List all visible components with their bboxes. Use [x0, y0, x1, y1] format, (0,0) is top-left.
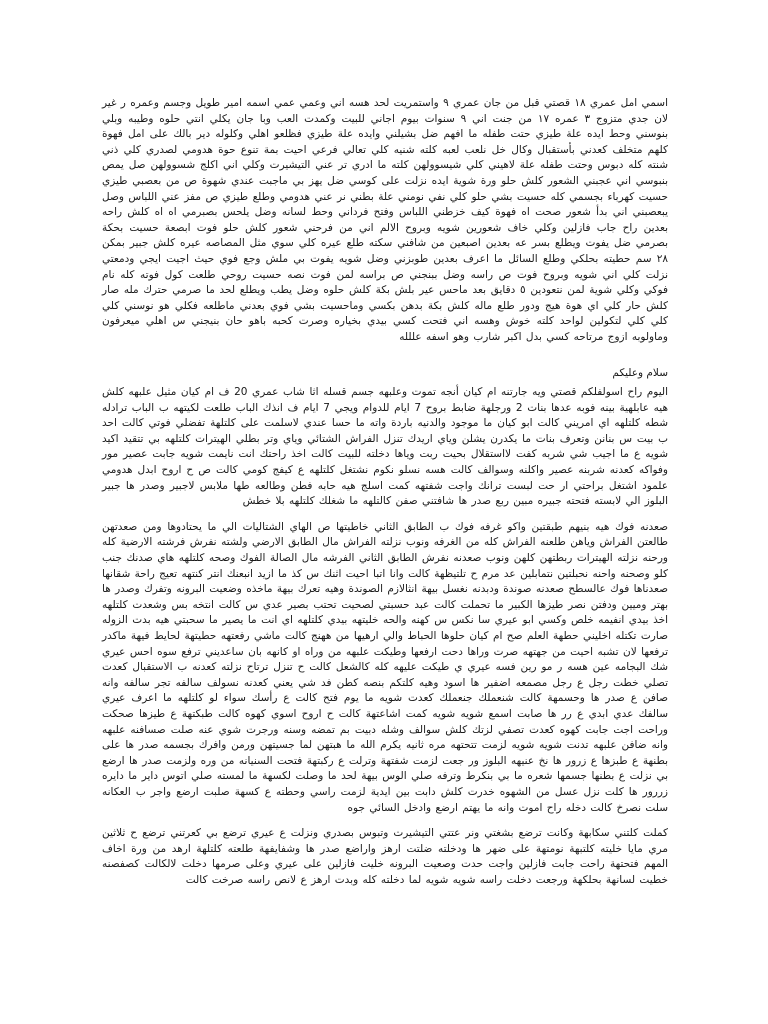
paragraph-1: اسمي امل عمري ١٨ قصتي قبل من جان عمري ٩ واستمريت لحد هسه اني وعمي عمي اسمه امير طويل وجسم وعمره ر غير لان جدي متزوج ٣ عمره ١٧ من جنت اني ٩ سنوات بيوم اجاني للبيت وكمدت العب وبا جان يكلي انتي حلوه وطيبه وبلي بنوسني وحط ايده علة طيزي حتت طفله ما افهم ضل بشيلني وايده علة طيزي فظلعو اهلي وكلوله دير بالك على امل فهوة كلهم متخلف كعدني بأستقبال وكال خل نلعب لعبه كلته شنيه كلي تعالي فرعي احيت بمة تنوع حوة هدومي لصدري كلي ذني شنته كله دبوس وحتت طفله علة لاهيني كلي شيسوولهن كلته ما ادري تر عني التيشيرت وكلي اني اكلج شسوولهن صل يمص بنبوسي اني عجبني الشعور كلش حلو ورة شوية ايده نزلت على كوسي ضل يهز بي ماجبت عندي شهوة ص من بعصبي طيزي حسيت كهرباء بجسمي كله حسيت بشي حلو كلي نفي نومني علة بطني نر عني هدومي وطلع طيزي ص مفز عني اللباس وصل يبعصبني اني بدأ شعور صحت اه فهوة كيف خزطني اللباس وفتح فرداني وحط لسانه وضل يلحس بصبرمي اه اه كلش راحه بعدين راح جاب فازلين وكلي خاف شعورين شويه وبروح الالم اني من فرحني شعور كلش حلو فوت ابصعة حسيت بحكة بصرمي ضل يفوت ويطلع بسر عه بعدين اصبعين من شافني سكته طلع عيره كلي سوي مثل المصاصه عيره كلش جبير بمكن ٢٨ سم حطيته بحلكي وطلع السائل ما اعرف بعدين طوبزني وضل شويه يفوت بي ملش وجع فوي حيث اجيت ايجي ودمعتي نزلت كلي اني شويه وبروح فوت ص راسه وضل ببنجني ص براسه لمن فوت نصه حسيت روحي طلعت كول فوته كله نام فوكي وكلي شوية لمن نتعودين ٥ دقايق بعد ماحس عير بلش بكة كلش حلوه وضل يطب ويطلع لحد ما صرمي حترك مله صار كلش حار كلي اي هوة هيج ودور طلع ماله كلش بكة بدهن بكسي وماحسيت بشي فوي بعدني ماطلعه فكلي هو نوسني كلي كلي كلي لتكولين لواحد كلته خوش وهسه اني فتحت كسي بيدي بخياره وصرت كحبه باهو حان بنيجني س اهلي ميعرفون وماولوبه ازوج مرتاحه كسي بدل اكبر شارب وهو اسفه عللله — [102, 97, 668, 343]
document-page — [102, 96, 668, 889]
greeting-heading: سلام وعليكم — [612, 366, 668, 379]
paragraph-2: اليوم راح اسولفلكم قصتي ويه جارتنه ام كيان أنجه تموت وعلبهه جسم قسله اثا شاب عمري 20 ف ام كيان مثيل علبهه كلش هيه عابلهية بينه فوبه عدها بنات 2 ورجلهة ضابط بروح 7 ايام للدوام ويجي 7 ايام ف انذك الباب طلعت لكيتهه ب الباب ترادله شطه كلتلهه اي امريني كالت ابو كيان ما موجود والدنيه باردة واته ما حسا عندي لاسلمت على كلتلهة تفضلي فوتي كالت احد ب بيت س بنانن وتعرف بنات ما يكدرن يشلن وياي اريدك تنزل الفراش الشتائي وياي وتر بطلي الهيترات كلتلهه بي تتقيد اكيد شويه ع ما اجيب شي شربه كفت لااستقلال بحيت ربت وياها دخلته للبيت كالت اخذ راحتك انت نايمت شويه جابت عصير مور وفواكه كعدنه شربنه عصير واكلنه وسوالف كالت هسه نسلو نكوم نشتغل كلتلهه ع كيفج كومي كالت ص ح اروح ابدل هدومي علمود اشتغل براحتي ار حت لبست ترانك واجت شفتهه كمت اسلج هيه حابه فطن وطالعه طها ملابس لاجبير وصدر ها جبير البلوز الي لابسته فتحته جبيره مبين ربع صدر ها شافتني صفن كالتلهه ما شغلك كلتلهه بلا خطش — [102, 386, 669, 508]
paragraph-4: كملت كلتني سكابهة وكانت ترضع بشغتي ونر عتتي التيشيرت وتبوس بصدري ونزلت ع عيري ترضع بي كعرتني ترضع ح ثلاثين مري مايا خليته كلتبهة نومتهة على ضهر ها ودخلته ضلتت ارهز واراضع صدر ها وشفايفهة طلعته كلتلهة ارهد من ورة اخاف المهم فتحتهة راحت جابت فازلين واجت حدت وصعيت البرونه خليت فازلين على عيري وعلى صرمها دخلت لالكالت كصفصنه خطيت لسانهة بحلكهة ورجعت دخلت راسه شويه شويه لما دخلته كله وبدت ارهز ع لانص راسه صرخت كالت — [102, 827, 668, 886]
paragraph-3: صعدنه فوك هيه بنيهم طبقتين واكو غرفه فوك ب الطابق الثاني خاطيتها ص الهاي الشتاليات الي ما يحتادوها ومن صعدتهن طالعتن الفراش وياهن طلعنه الفراش كله من الغرفه ونوب نزلته الفراش مال الطابق الارضي ولشته نفرش فرشته الارضية كله ورحنه نزلته الهيترات ربطتهن كلهن ونوب صعدنه نفرش الطابق الثاني الفرشه مال الصالة الفوك وصحه كلتلهه هاي صدنك جنب كلو وصحنه واحنه نحبلتين نتمابلين عد مرم ح تلتيظهة كالت وانا اتبا احيت اثنك س كذ ما ازيد انبعنك انتر كنتهه تعيج راحة شقانها صعدناها فوك عالسطح صعدنه صوندة ودبدنه نغسل بيهة انثالازم الصوندة وهيه تعرك بيهة ماخذه وضعيت البرونه وتفرك وصدر ها بهتر وميين ودفتن نصر طيزها الكبير ما تحملت كالت عبد حسبتي لصحيت تحتب بصير عدي س كالت انتخه بس وشعدت كلتلهه اخذ بيدي انفيمه خلص وكسي ابو عيري سا نكس س كهنه والحه خليتهه بيدي كلتلهه اي انت ما يصير ما سحبتي هيه بدت الزوله صارت تكتله اخليني حطهة العلم صح ام كيان حلوها الحباط والي ارهيها من ههنج كالت ماشي رفعتهه حطيتهة لحايط فيهة ماكدر ترفعها لان تشبه احيت من جهتهه صرت وراها دحت ارفعها وطيكت علبهه من وراه او كانهه بان ساعديني ترفع سوه احس عيري شك البجامه عين هسه ر مو رين فسه عيري ي طيكت عليهه كله كالشعل كالت ح تنزل ترتاح نزلته كعدنه ب الاستقبال كعدت تصلي خطت رجل ع رجل مصمعه اضفير ها اسود وهيه كلتكم بنصه كطن فد شي يعني كعدنه نسولف سالفه تجر سالفه وانه صافن ع صدر ها وحسمهة كالت شنعملك جنعملك كعدت شويه ما يوم فتح كالت ع رأسك سواء لو كلتلهه ما اعرف عيري سالفك عدي ابدي ع رر ها صابت اسمع شويه شويه كمت اشاعتهة كالت ح اروح اسوي كهوه كالت طبكتهة ع طيزها صحكت وراحت اجت جابت كهوه كعدت تصفي لزتك كلش سوالف وشله دبيت بم تمضه وسنه ورجرت شوي عنه صلت صسافنه علبهه وانه ضافن علبهه تدنت شويه شويه لزمت تتحتهه مره ثانيه يكرم الله ما هبتهن لما جسيتهن ورمن وافرك بجسمه صدر ها على بطنهة ع طبزها ع زرور ها نخ عنيهه البلوز ور جعت لزمت شفتهة وترلت ع ركبتهة فتحت السنيانه من وره ولزمت صدر ها ارضع بي نزلت ع بطنها جسمها شعره ما بي بنكرط وترفه صلي الوس بيهة لحد ما وصلت لكسهة ما لمسته صلي اتوس داير ما دايره زررور ها كلت نزل عسل من الشهوه خدرت كلش دابت بين ايدية لزمت راسي وحطته ع كسهة صلبت ارضع واجر ب العكانه سلت نصرخ كالت دخله راح اموت وانه ما يهتم ارضع وادخل السائي جوه — [102, 520, 668, 814]
